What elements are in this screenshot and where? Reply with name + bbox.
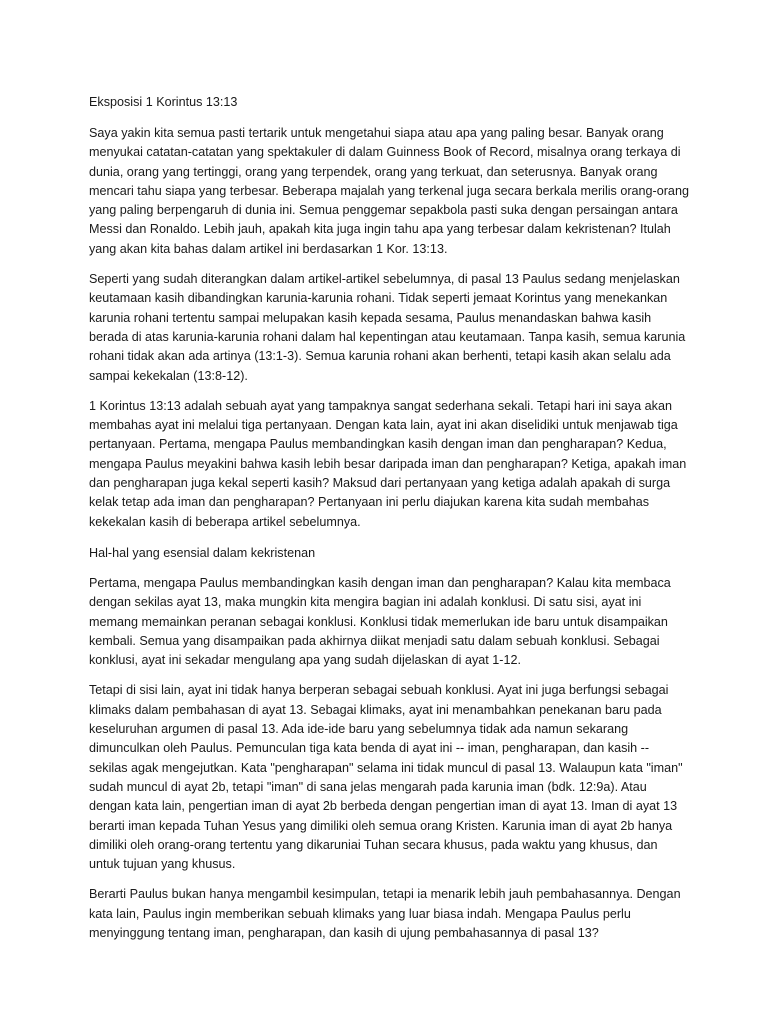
paragraph-section-2: Tetapi di sisi lain, ayat ini tidak hanya berperan sebagai sebuah konklusi. Ayat ini juga berfungsi sebagai klimaks dalam pembahasan di ayat 13. Sebagai klimaks, ayat ini menambahkan penekanan baru pada keseluruhan argumen di pasal 13. Ada ide-ide baru yang sebelumnya tidak ada namun sekarang dimunculkan oleh Paulus. Pemunculan tiga kata benda di ayat ini -- iman, pengharapan, dan kasih -- sekilas agak mengejutkan. Kata "pengharapan" selama ini tidak muncul di pasal 13. Walaupun kata "iman" sudah muncul di ayat 2b, tetapi "iman" di sana jelas mengarah pada karunia iman (bdk. 12:9a). Atau dengan kata lain, pengertian iman di ayat 2b berbeda dengan pengertian iman di ayat 13. Iman di ayat 13 berarti iman kepada Tuhan Yesus yang dimiliki oleh semua orang Kristen. Karunia iman di ayat 2b hanya dimiliki oleh orang-orang tertentu yang dikaruniai Tuhan secara khusus, pada waktu yang khusus, dan untuk tujuan yang khusus.: [89, 683, 683, 872]
paragraph-section-3: Berarti Paulus bukan hanya mengambil kesimpulan, tetapi ia menarik lebih jauh pembahasannya. Dengan kata lain, Paulus ingin memberikan sebuah klimaks yang luar biasa indah. Mengapa Paulus perlu menyinggung tentang iman, pengharapan, dan kasih di ujung pembahasannya di pasal 13?: [89, 887, 681, 940]
document-page: [89, 92, 689, 954]
paragraph-intro-3: 1 Korintus 13:13 adalah sebuah ayat yang tampaknya sangat sederhana sekali. Tetapi hari ini saya akan membahas ayat ini melalui tiga pertanyaan. Dengan kata lain, ayat ini akan diselidiki untuk menjawab tiga pertanyaan. Pertama, mengapa Paulus membandingkan kasih dengan iman dan pengharapan? Kedua, mengapa Paulus meyakini bahwa kasih lebih besar daripada iman dan pengharapan? Ketiga, apakah iman dan pengharapan juga kekal seperti kasih? Maksud dari pertanyaan yang ketiga adalah apakah di surga kelak tetap ada iman dan pengharapan? Pertanyaan ini perlu diajukan karena kita sudah membahas kekekalan kasih di beberapa artikel sebelumnya.: [89, 398, 687, 529]
paragraph-intro-2: Seperti yang sudah diterangkan dalam artikel-artikel sebelumnya, di pasal 13 Paulus sedang menjelaskan keutamaan kasih dibandingkan karunia-karunia rohani. Tidak seperti jemaat Korintus yang menekankan karunia rohani tertentu sampai melupakan kasih kepada sesama, Paulus menandaskan bahwa kasih berada di atas karunia-karunia rohani dalam hal kepentingan atau keutamaan. Tanpa kasih, semua karunia rohani tidak akan ada artinya (13:1-3). Semua karunia rohani akan berhenti, tetapi kasih akan selalu ada sampai kekekalan (13:8-12).: [89, 272, 686, 383]
paragraph-intro-1: Saya yakin kita semua pasti tertarik untuk mengetahui siapa atau apa yang paling besar. Banyak orang menyukai catatan-catatan yang spektakuler di dalam Guinness Book of Record, misalnya orang terkaya di dunia, orang yang tertinggi, orang yang terpendek, orang yang terkuat, dan seterusnya. Banyak orang mencari tahu siapa yang terbesar. Beberapa majalah yang terkenal juga secara berkala merilis orang-orang yang paling berpengaruh di dunia ini. Semua penggemar sepakbola pasti suka dengan persaingan antara Messi dan Ronaldo. Lebih jauh, apakah kita juga ingin tahu apa yang terbesar dalam kekristenan? Itulah yang akan kita bahas dalam artikel ini berdasarkan 1 Kor. 13:13.: [89, 126, 689, 256]
document-title: Eksposisi 1 Korintus 13:13: [89, 95, 238, 109]
paragraph-section-1: Pertama, mengapa Paulus membandingkan kasih dengan iman dan pengharapan? Kalau kita membaca dengan sekilas ayat 13, maka mungkin kita mengira bagian ini adalah konklusi. Di satu sisi, ayat ini memang memainkan peranan sebagai konklusi. Konklusi tidak memerlukan ide baru untuk disampaikan kembali. Semua yang disampaikan pada akhirnya diikat menjadi satu dalam sebuah konklusi. Sebagai konklusi, ayat ini sekadar mengulang apa yang sudah dijelaskan di ayat 1-12.: [89, 575, 671, 668]
section-heading: Hal-hal yang esensial dalam kekristenan: [89, 545, 316, 560]
